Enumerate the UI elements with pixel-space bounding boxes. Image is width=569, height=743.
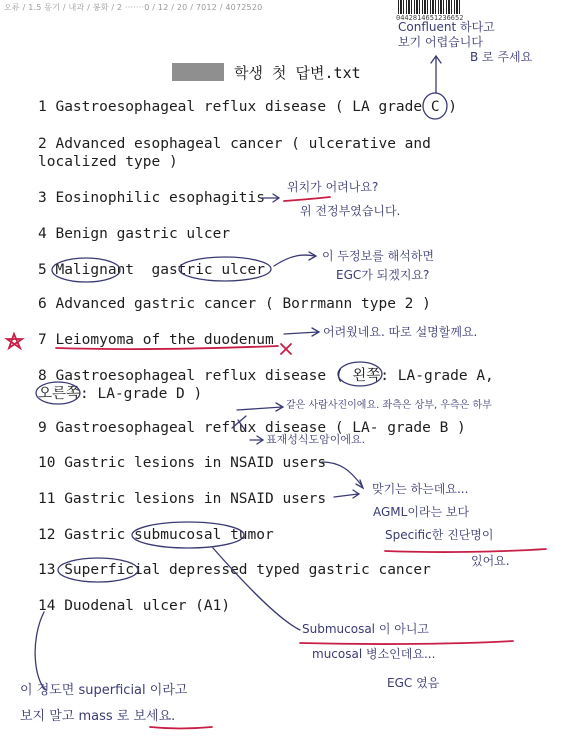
barcode-number: 0442814651236652 [396,14,464,22]
circle-malignant [52,258,120,282]
underline-location [284,197,330,201]
item-number: 7 [38,332,47,348]
arrow-item-5 [274,252,316,266]
item-text: Superficial depressed typed gastric cancer [64,562,431,578]
note-item-12-c: EGC 였음 [387,676,440,690]
circle-gastric-ulcer [179,257,271,281]
note-item-5-a: 이 두정보를 해석하면 [322,249,434,263]
note-item-3-a: 위치가 어려나요? [287,180,379,194]
arrow-item-3 [262,194,279,202]
item-text: Advanced esophageal cancer ( ulcerative and [55,136,431,152]
note-item-11-b: AGML이라는 보다 [373,505,470,519]
item-text: 오른쪽: LA-grade D ) [38,386,203,402]
item-number: 9 [38,420,47,436]
note-item-11-c: Specific한 진단명이 [385,528,494,542]
note-item-9: 표재성식도암이에요. [266,433,366,446]
item-text: localized type ) [38,154,178,170]
item-text: Leiomyoma of the duodenum [55,332,274,348]
note-item-12-a: Submucosal 이 아니고 [302,622,430,636]
item-text: Gastric lesions in NSAID users [64,491,327,507]
item-number: 13 [38,562,56,578]
item-text: Gastric lesions in NSAID users [64,455,327,471]
underline-specific [385,549,546,552]
x-mark-item-7 [281,344,291,354]
circle-left-side [338,362,382,386]
item-number: 2 [38,136,47,152]
item-number: 11 [38,491,56,507]
note-item-8: 같은 사람사진이에요. 좌측은 상부, 우측은 하부 [286,400,492,411]
mark-item-9 [232,416,246,430]
circle-submucosal [132,522,244,548]
item-text: Duodenal ulcer (A1) [64,598,231,614]
item-text: Gastroesophageal reflux disease ( LA grade C ) [55,99,458,115]
circle-grade-c [423,93,447,119]
item-text: Gastric submucosal tumor [64,527,274,543]
item-number: 3 [38,190,47,206]
note-item-11-a: 맞기는 하는데요... [372,482,469,496]
star-icon [7,334,22,348]
line-superficial-to-bottom [35,612,46,690]
item-number: 4 [38,226,47,242]
note-top-right: Confluent 하다고 보기 어렵습니다 B 로 주세요 [398,20,533,64]
item-text: Malignant gastric ulcer [55,262,265,278]
item-number: 5 [38,262,47,278]
arrow-item-8 [237,403,283,411]
item-number: 1 [38,99,47,115]
scan-header-strip: 오류 / 1.5 동기 / 내과 / 봉화 / 2 ·······0 / 12 / 20 / 7012 / 4072520 [4,3,263,12]
note-bottom-left-b: 보지 말고 mass 로 보세요. [20,709,176,724]
item-text: Gastroesophageal reflux disease ( LA- grade B ) [55,420,466,436]
item-text: Gastroesophageal reflux disease ( 왼쪽: LA-grade A, [55,368,494,384]
arrow-item-9 [250,436,263,444]
arrow-item-11 [334,490,359,498]
note-bottom-left-a: 이 정도면 superficial 이라고 [20,683,188,698]
line-submucosal-to-note [213,548,300,630]
item-text: Advanced gastric cancer ( Borrmann type 2 ) [55,296,431,312]
item-number: 6 [38,296,47,312]
underline-submucosal-note [300,641,513,644]
note-item-7: 어려웠네요. 따로 설명할께요. [323,325,478,339]
item-number: 14 [38,598,56,614]
item-text: Benign gastric ulcer [55,226,231,242]
note-item-11-d: 있어요. [471,554,510,568]
item-number: 12 [38,527,56,543]
document-title: 학생 첫 답변.txt [234,63,361,82]
item-number: 10 [38,455,56,471]
arrow-item-7 [284,328,319,336]
note-item-12-b: mucosal 병소인데요... [312,647,436,661]
underline-mass [150,727,212,729]
circle-superficial [58,558,138,582]
circle-right-side [36,382,80,404]
item-number: 8 [38,368,47,384]
note-item-3-b: 위 전정부였습니다. [300,204,401,218]
arrow-item-10 [322,462,363,488]
note-item-5-b: EGC가 되겠지요? [336,268,430,282]
item-text: Eosinophilic esophagitis [55,190,265,206]
underline-item-7 [56,346,278,349]
